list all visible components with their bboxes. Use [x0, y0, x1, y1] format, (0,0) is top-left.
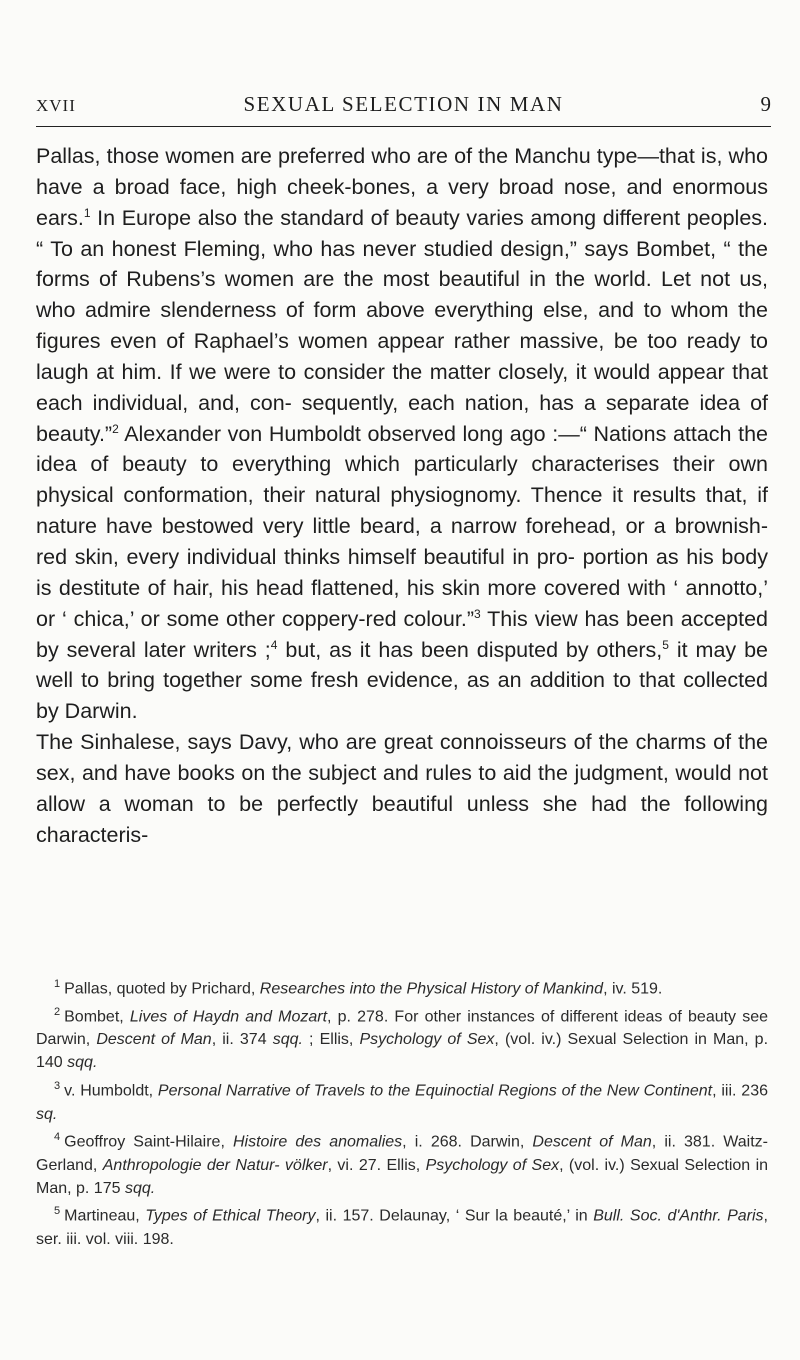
- footnote-5: $^5$ Martineau, Types of Ethical Theory, ii. 157. Delaunay, ‘ Sur la beauté,’ in Bull. Soc. d'Anthr. Paris, ser. iii. vol. viii. 198.: [36, 1205, 768, 1248]
- footnote-ref-4: 4: [270, 637, 278, 652]
- paragraph-1: Pallas, those women are preferred who are of the Manchu type—that is, who have a broad face, high cheek-bones, a very broad nose, and enormous ears.$^1$ In Europe also the standard of beauty varies among different peoples. “ To an honest Fleming, who has never studied design,” says Bombet, “ the forms of Rubens’s women are the most beautiful in the world. Let not us, who admire slenderness of form above everything else, and to whom the figures even of Raphael’s women appear rather massive, be too ready to laugh at him. If we were to consider the matter closely, it would appear that each individual, and, con- sequently, each nation, has a separate idea of beauty.”$^2$ Alexander von Humboldt observed long ago :—“ Nations attach the idea of beauty to everything which particularly characterises their own physical conformation, their natural physiognomy. Thence it results that, if nature have bestowed very little beard, a narrow forehead, or a brownish- red skin, every individual thinks himself beautiful in pro- portion as his body is destitute of hair, his head flattened, his skin more covered with ‘ annotto,’ or ‘ chica,’ or some other coppery-red colour.”$^3$ This view has been accepted by several later writers ;$^4$ but, as it has been disputed by others,$^5$ it may be well to bring together some fresh evidence, as an addition to that collected by Darwin.: [36, 144, 769, 724]
- footnote-ref-2: 2: [112, 421, 119, 436]
- page-number: 9: [760, 92, 771, 116]
- footnote-ref-5: 5: [662, 637, 669, 652]
- footnote-3: $^3$ v. Humboldt, Personal Narrative of Travels to the Equinoctial Regions of the New Continent, iii. 236 sq.: [36, 1080, 768, 1123]
- footnote-ref-1: 1: [83, 205, 91, 220]
- paragraph-2: The Sinhalese, says Davy, who are great connoisseurs of the charms of the sex, and have books on the subject and rules to aid the judgment, would not allow a woman to be perfectly beautiful unless she had the following characteris-: [36, 730, 768, 847]
- chapter-number: XVII: [36, 96, 76, 115]
- header-rule: [36, 126, 771, 127]
- footnote-2: $^2$ Bombet, Lives of Haydn and Mozart, p. 278. For other instances of different ideas of beauty see Darwin, Descent of Man, ii. 374 sqq. ; Ellis, Psychology of Sex, (vol. iv.) Sexual Selection in Man, p. 140 sqq.: [36, 1006, 769, 1072]
- running-title: SEXUAL SELECTION IN MAN: [243, 92, 564, 116]
- footnote-ref-3: 3: [474, 606, 481, 621]
- book-page: [36, 0, 780, 1360]
- running-head: [36, 92, 771, 118]
- footnote-1: $^1$ Pallas, quoted by Prichard, Researches into the Physical History of Mankind, iv. 519.: [54, 978, 663, 998]
- footnotes: [36, 973, 768, 1252]
- body-text: [36, 141, 768, 850]
- footnote-4: $^4$ Geoffroy Saint-Hilaire, Histoire des anomalies, i. 268. Darwin, Descent of Man, ii. 381. Waitz-Gerland, Anthropologie der Natur- völker, vi. 27. Ellis, Psychology of Sex, (vol. iv.) Sexual Selection in Man, p. 175 sqq.: [36, 1131, 769, 1197]
